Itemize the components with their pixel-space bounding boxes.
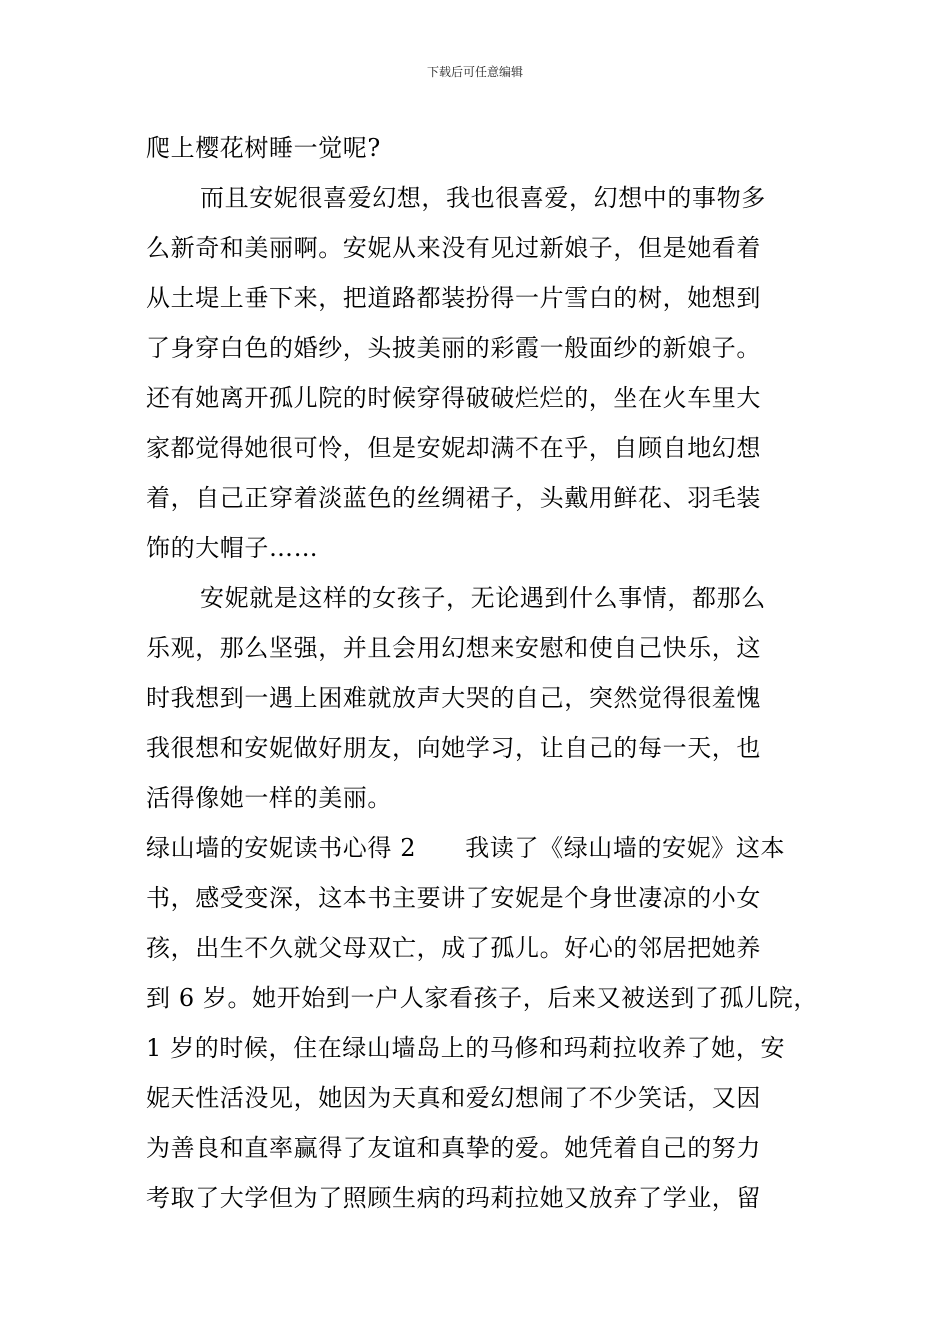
paragraph-first-line: 而且安妮很喜爱幻想，我也很喜爱，幻想中的事物多 [200,184,766,212]
text-line: 着，自己正穿着淡蓝色的丝绸裙子，头戴用鲜花、羽毛装 [146,484,761,512]
page-header: 下载后可任意编辑 [426,65,523,79]
text-line: 妮天性活没见，她因为天真和爱幻想闹了不少笑话，又因 [146,1084,761,1112]
text-line: 孩，出生不久就父母双亡，成了孤儿。好心的邻居把她养 [146,934,761,962]
text-line: 了身穿白色的婚纱，头披美丽的彩霞一般面纱的新娘子。 [146,334,761,362]
text-line: 为善良和直率赢得了友谊和真挚的爱。她凭着自己的努力 [146,1134,761,1162]
text-line: 考取了大学但为了照顾生病的玛莉拉她又放弃了学业，留 [146,1184,761,1212]
text-line: 家都觉得她很可怜，但是安妮却满不在乎，自顾自地幻想 [146,434,761,462]
text-line: 饰的大帽子…… [146,534,319,562]
text-line: 活得像她一样的美丽。 [146,784,392,812]
text-line: 1 岁的时候，住在绿山墙岛上的马修和玛莉拉收养了她，安 [146,1034,786,1062]
text-line: 从土堤上垂下来，把道路都装扮得一片雪白的树，她想到 [146,284,761,312]
text-line: 乐观，那么坚强，并且会用幻想来安慰和使自己快乐，这 [146,634,761,662]
paragraph-first-line: 安妮就是这样的女孩子，无论遇到什么事情，都那么 [200,584,766,612]
text-line: 书，感受变深，这本书主要讲了安妮是个身世凄凉的小女 [146,884,761,912]
text-line: 时我想到一遇上困难就放声大哭的自己，突然觉得很羞愧 [146,684,761,712]
section-heading-line: 绿山墙的安妮读书心得 2 我读了《绿山墙的安妮》这本 [146,834,786,862]
text-line: 我很想和安妮做好朋友，向她学习，让自己的每一天，也 [146,734,761,762]
text-line: 么新奇和美丽啊。安妮从来没有见过新娘子，但是她看着 [146,234,761,262]
text-line: 爬上樱花树睡一觉呢? [146,134,381,162]
text-line: 还有她离开孤儿院的时候穿得破破烂烂的，坐在火车里大 [146,384,761,412]
text-line: 到 6 岁。她开始到一户人家看孩子，后来又被送到了孤儿院， [146,984,818,1012]
